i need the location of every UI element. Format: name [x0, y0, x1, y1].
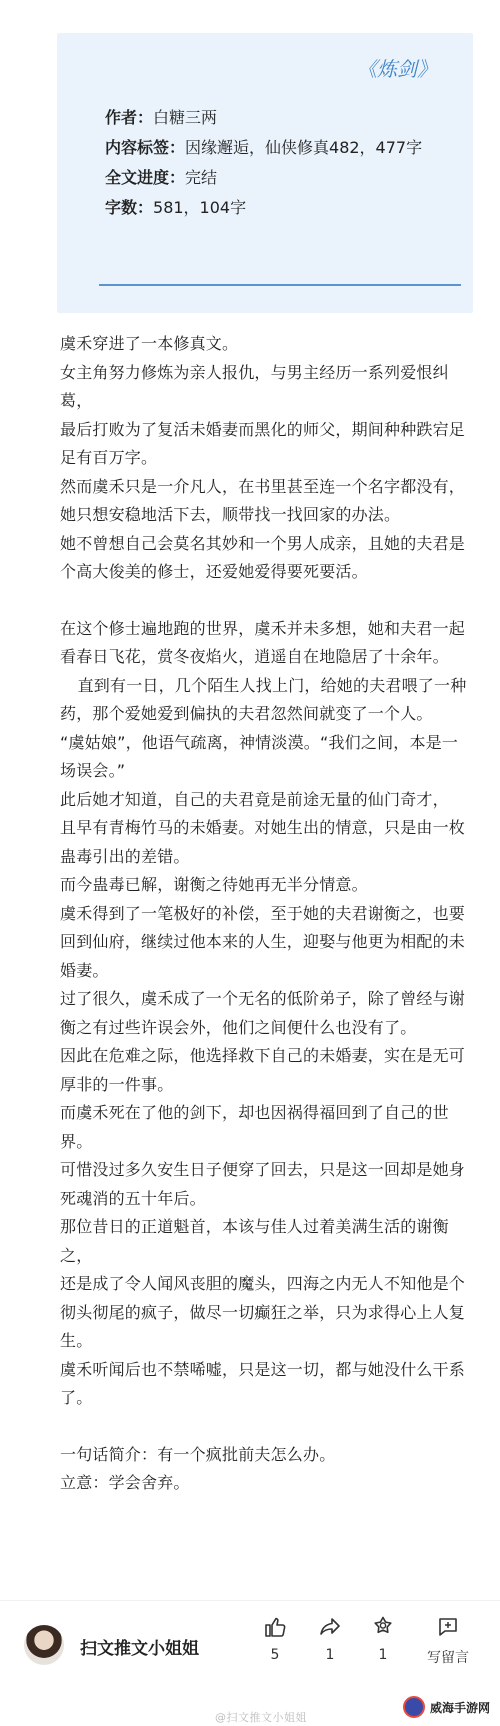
collect-button[interactable] — [353, 1615, 413, 1663]
paragraph: “虞姑娘”，他语气疏离，神情淡漠。“我们之间，本是一场误会。” — [60, 732, 459, 780]
like-button[interactable] — [245, 1615, 305, 1663]
paragraph: 且早有青梅竹马的未婚妻。对她生出的情意，只是由一枚蛊毒引出的差错。 — [60, 818, 466, 866]
site-logo — [403, 1693, 490, 1721]
paragraph: 最后打败为了复活未婚妻而黑化的师父，期间种种跌宕足足有百万字。 — [60, 419, 466, 467]
like-count: 5 — [270, 1647, 280, 1663]
collect-count: 1 — [378, 1647, 388, 1663]
paragraph: 而今蛊毒已解，谢衡之待她再无半分情意。 — [60, 875, 368, 894]
paragraph: 女主角努力修炼为亲人报仇，与男主经历一系列爱恨纠葛， — [60, 362, 449, 410]
author-value: 白糖三两 — [153, 108, 218, 127]
paragraph: 因此在危难之际，他选择救下自己的未婚妻，实在是无可厚非的一件事。 — [60, 1046, 466, 1094]
logo-icon — [403, 1696, 425, 1718]
share-button[interactable] — [300, 1615, 360, 1663]
one-line-summary: 一句话简介：有一个疯批前夫怎么办。 — [60, 1444, 336, 1464]
words-row — [105, 193, 455, 223]
paragraph: 她不曾想自己会莫名其妙和一个男人成亲，且她的夫君是个高大俊美的修士，还爱她爱得要死要活。 — [60, 533, 466, 581]
paragraph: 她只想安稳地活下去，顺带找一找回家的办法。 — [60, 505, 401, 524]
words-value: 581，104字 — [153, 198, 247, 217]
share-count: 1 — [325, 1647, 335, 1663]
thumbs-up-icon — [263, 1615, 287, 1639]
paragraph: 此后她才知道，自己的夫君竟是前途无量的仙门奇才， — [60, 789, 449, 809]
synopsis-content — [60, 330, 472, 1498]
comment-button[interactable] — [418, 1615, 478, 1667]
paragraph: 那位昔日的正道魁首，本该与佳人过着美满生活的谢衡之， — [60, 1217, 449, 1265]
book-meta — [105, 103, 455, 223]
watermark: @扫文推文小姐姐 — [215, 1711, 307, 1724]
progress-value: 完结 — [185, 168, 218, 187]
share-icon — [318, 1615, 342, 1639]
paragraph: 虞禾穿进了一本修真文。 — [60, 334, 239, 353]
avatar[interactable] — [24, 1625, 64, 1665]
card-divider — [99, 284, 461, 286]
bottom-toolbar — [0, 1600, 500, 1726]
paragraph: 可惜没过多久安生日子便穿了回去，只是这一回却是她身死魂消的五十年后。 — [60, 1160, 466, 1208]
paragraph: 过了很久，虞禾成了一个无名的低阶弟子，除了曾经与谢衡之有过些许误会外，他们之间便什么也没有了。 — [60, 989, 466, 1037]
paragraph: 直到有一日，几个陌生人找上门，给她的夫君喂了一种药，那个爱她爱到偏执的夫君忽然间就变了一个人。 — [60, 675, 467, 723]
paragraph: 在这个修士遍地跑的世界，虞禾并未多想，她和夫君一起看春日飞花，赏冬夜焰火，逍遥自在地隐居了十余年。 — [60, 618, 466, 666]
theme-line: 立意：学会舍弃。 — [60, 1473, 190, 1492]
author-key: 作者： — [105, 108, 154, 127]
account-name[interactable]: 扫文推文小姐姐 — [80, 1639, 199, 1659]
paragraph: 而虞禾死在了他的剑下，却也因祸得福回到了自己的世界。 — [60, 1103, 449, 1151]
author-row — [105, 103, 455, 133]
paragraph-gap — [60, 1413, 472, 1441]
paragraph-gap — [60, 587, 472, 615]
logo-text: 威海手游网 — [429, 1700, 490, 1715]
book-info-card — [57, 33, 473, 313]
paragraph: 然而虞禾只是一介凡人，在书里甚至连一个名字都没有， — [60, 476, 466, 496]
progress-key: 全文进度： — [105, 168, 186, 187]
progress-row — [105, 163, 455, 193]
paragraph: 还是成了令人闻风丧胆的魔头，四海之内无人不知他是个彻头彻尾的疯子，做尽一切癫狂之举，只为求得心上人复生。 — [60, 1274, 466, 1350]
words-key: 字数： — [105, 198, 154, 217]
comment-icon — [436, 1615, 460, 1639]
book-title: 《炼剑》 — [357, 57, 437, 81]
paragraph: 虞禾得到了一笔极好的补偿，至于她的夫君谢衡之，也要回到仙府，继续过他本来的人生，迎娶与他更为相配的未婚妻。 — [60, 903, 466, 980]
comment-label: 写留言 — [427, 1650, 469, 1666]
tags-row — [105, 133, 455, 163]
tags-key: 内容标签： — [105, 138, 186, 157]
paragraph: 虞禾听闻后也不禁唏嘘，只是这一切，都与她没什么干系了。 — [60, 1359, 466, 1407]
collect-icon — [371, 1615, 395, 1639]
tags-value: 因缘邂逅，仙侠修真482，477字 — [185, 138, 423, 157]
